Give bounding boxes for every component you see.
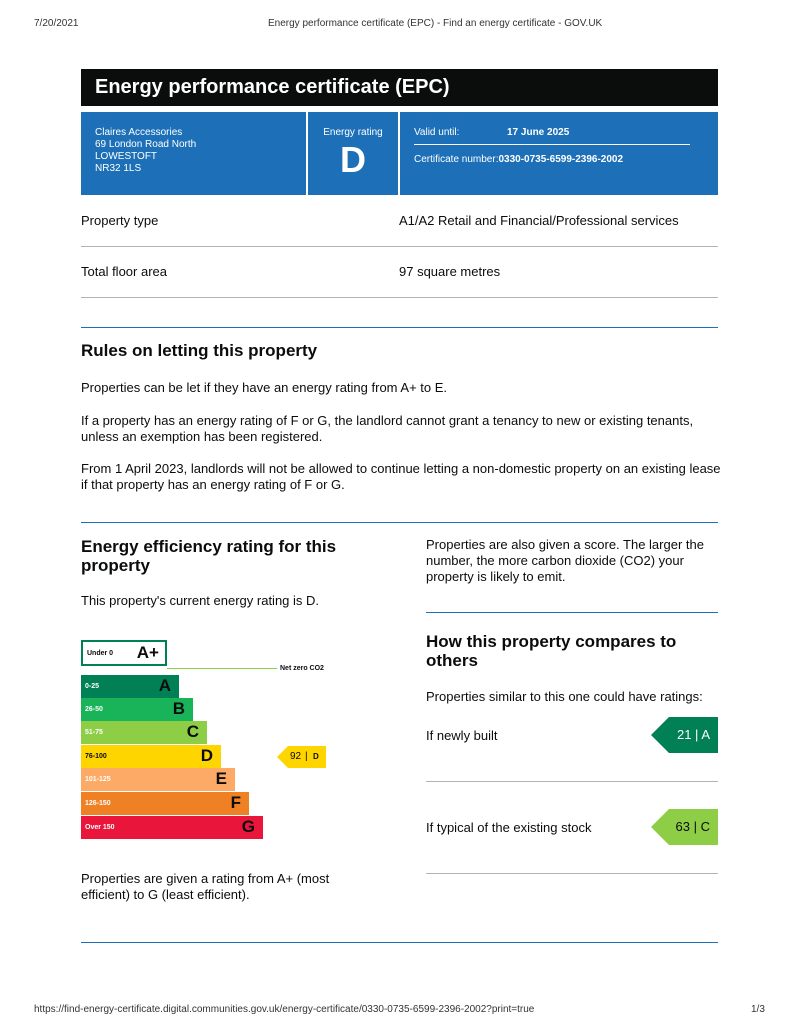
- band-range: 51-75: [85, 729, 103, 736]
- band-letter: D: [200, 746, 213, 765]
- current-score-marker: [277, 746, 326, 768]
- band-range: Under 0: [87, 650, 114, 657]
- address-line: Claires Accessories: [95, 127, 183, 138]
- band-range: 0-25: [85, 683, 100, 690]
- rules-paragraph: From 1 April 2023, landlords will not be allowed to continue letting a non-domestic property on an existing lease if that property has an energy rating of F or G.: [81, 461, 721, 492]
- band-letter: B: [172, 699, 185, 718]
- band-e: [81, 768, 235, 791]
- property-type-label: Property type: [81, 213, 159, 228]
- compare-intro: Properties similar to this one could have ratings:: [426, 689, 703, 704]
- certificate-details: [400, 112, 718, 195]
- score-separator: |: [305, 751, 308, 762]
- print-header-title: Energy performance certificate (EPC) - Find an energy certificate - GOV.UK: [268, 18, 603, 29]
- print-footer-url: https://find-energy-certificate.digital.communities.gov.uk/energy-certificate/0330-0735-6599-2396-2002?print=true: [34, 1004, 535, 1015]
- property-address: [81, 112, 308, 195]
- net-zero-label: Net zero CO2: [280, 665, 324, 672]
- band-letter: C: [186, 722, 199, 741]
- section-divider: [426, 612, 718, 613]
- section-divider: [81, 942, 718, 943]
- certificate-number-value: 0330-0735-6599-2396-2002: [498, 154, 624, 165]
- rating-text: 21 | A: [676, 727, 710, 742]
- valid-until-label: Valid until:: [414, 127, 460, 138]
- rating-score: 63: [675, 819, 690, 834]
- energy-rating-letter: D: [340, 139, 366, 180]
- property-type-row: [81, 196, 718, 247]
- band-range: 101-125: [85, 776, 111, 783]
- band-letter: A+: [136, 643, 159, 662]
- current-letter: D: [313, 752, 319, 761]
- rating-letter: A: [701, 727, 710, 742]
- section-divider: [81, 522, 718, 523]
- band-g: [81, 816, 263, 839]
- rating-score: 21: [676, 727, 692, 742]
- band-a: [81, 675, 179, 698]
- property-type-value: A1/A2 Retail and Financial/Professional services: [399, 213, 679, 228]
- band-range: 26-50: [85, 706, 103, 713]
- band-f: [81, 792, 249, 815]
- rules-paragraph: If a property has an energy rating of F or G, the landlord cannot grant a tenancy to new or existing tenants, unless an exemption has been registered.: [81, 413, 694, 444]
- band-aplus: [81, 640, 167, 666]
- rating-text: 63 | C: [675, 819, 710, 834]
- energy-rating-box: [308, 112, 400, 195]
- band-range: 76-100: [85, 753, 107, 760]
- newly-built-label: If newly built: [426, 728, 498, 743]
- compare-heading: How this property compares to others: [426, 632, 677, 670]
- rules-paragraph: Properties can be let if they have an energy rating from A+ to E.: [81, 380, 448, 395]
- floor-area-value: 97 square metres: [399, 264, 501, 279]
- print-footer-page: 1/3: [751, 1004, 765, 1015]
- band-letter: E: [215, 769, 227, 788]
- energy-rating-label: Energy rating: [323, 127, 383, 138]
- floor-area-label: Total floor area: [81, 264, 167, 279]
- band-letter: G: [241, 817, 255, 836]
- band-d: [81, 745, 221, 768]
- address-line: LOWESTOFT: [95, 151, 158, 162]
- divider: [426, 781, 718, 782]
- section-divider: [81, 327, 718, 328]
- current-score: 92: [290, 751, 302, 762]
- band-b: [81, 698, 193, 721]
- address-line: NR32 1LS: [95, 163, 142, 174]
- page-title: Energy performance certificate (EPC): [81, 69, 718, 106]
- newly-built-rating: [651, 717, 718, 753]
- valid-until-value: 17 June 2025: [507, 127, 570, 138]
- band-letter: A: [158, 676, 171, 695]
- rating-letter: C: [700, 819, 710, 834]
- print-header-date: 7/20/2021: [34, 18, 79, 29]
- score-explanation: Properties are also given a score. The larger the number, the more carbon dioxide (CO2) your property is likely to emit.: [426, 537, 704, 584]
- floor-area-row: [81, 247, 718, 298]
- existing-stock-rating: [651, 809, 718, 845]
- efficiency-heading: Energy efficiency rating for this property: [81, 537, 337, 575]
- band-range: Over 150: [85, 824, 115, 831]
- rules-heading: Rules on letting this property: [81, 341, 318, 360]
- address-line: 69 London Road North: [95, 139, 197, 150]
- band-letter: F: [230, 793, 241, 812]
- certificate-number-label: Certificate number:: [414, 154, 499, 165]
- rating-scale-text: Properties are given a rating from A+ (most efficient) to G (least efficient).: [81, 871, 330, 902]
- net-zero-line: [167, 668, 277, 669]
- current-rating-text: This property's current energy rating is D.: [81, 593, 320, 608]
- band-c: [81, 721, 207, 744]
- existing-stock-label: If typical of the existing stock: [426, 820, 592, 835]
- certificate-summary: [81, 112, 718, 195]
- divider: [426, 873, 718, 874]
- band-range: 126-150: [85, 800, 111, 807]
